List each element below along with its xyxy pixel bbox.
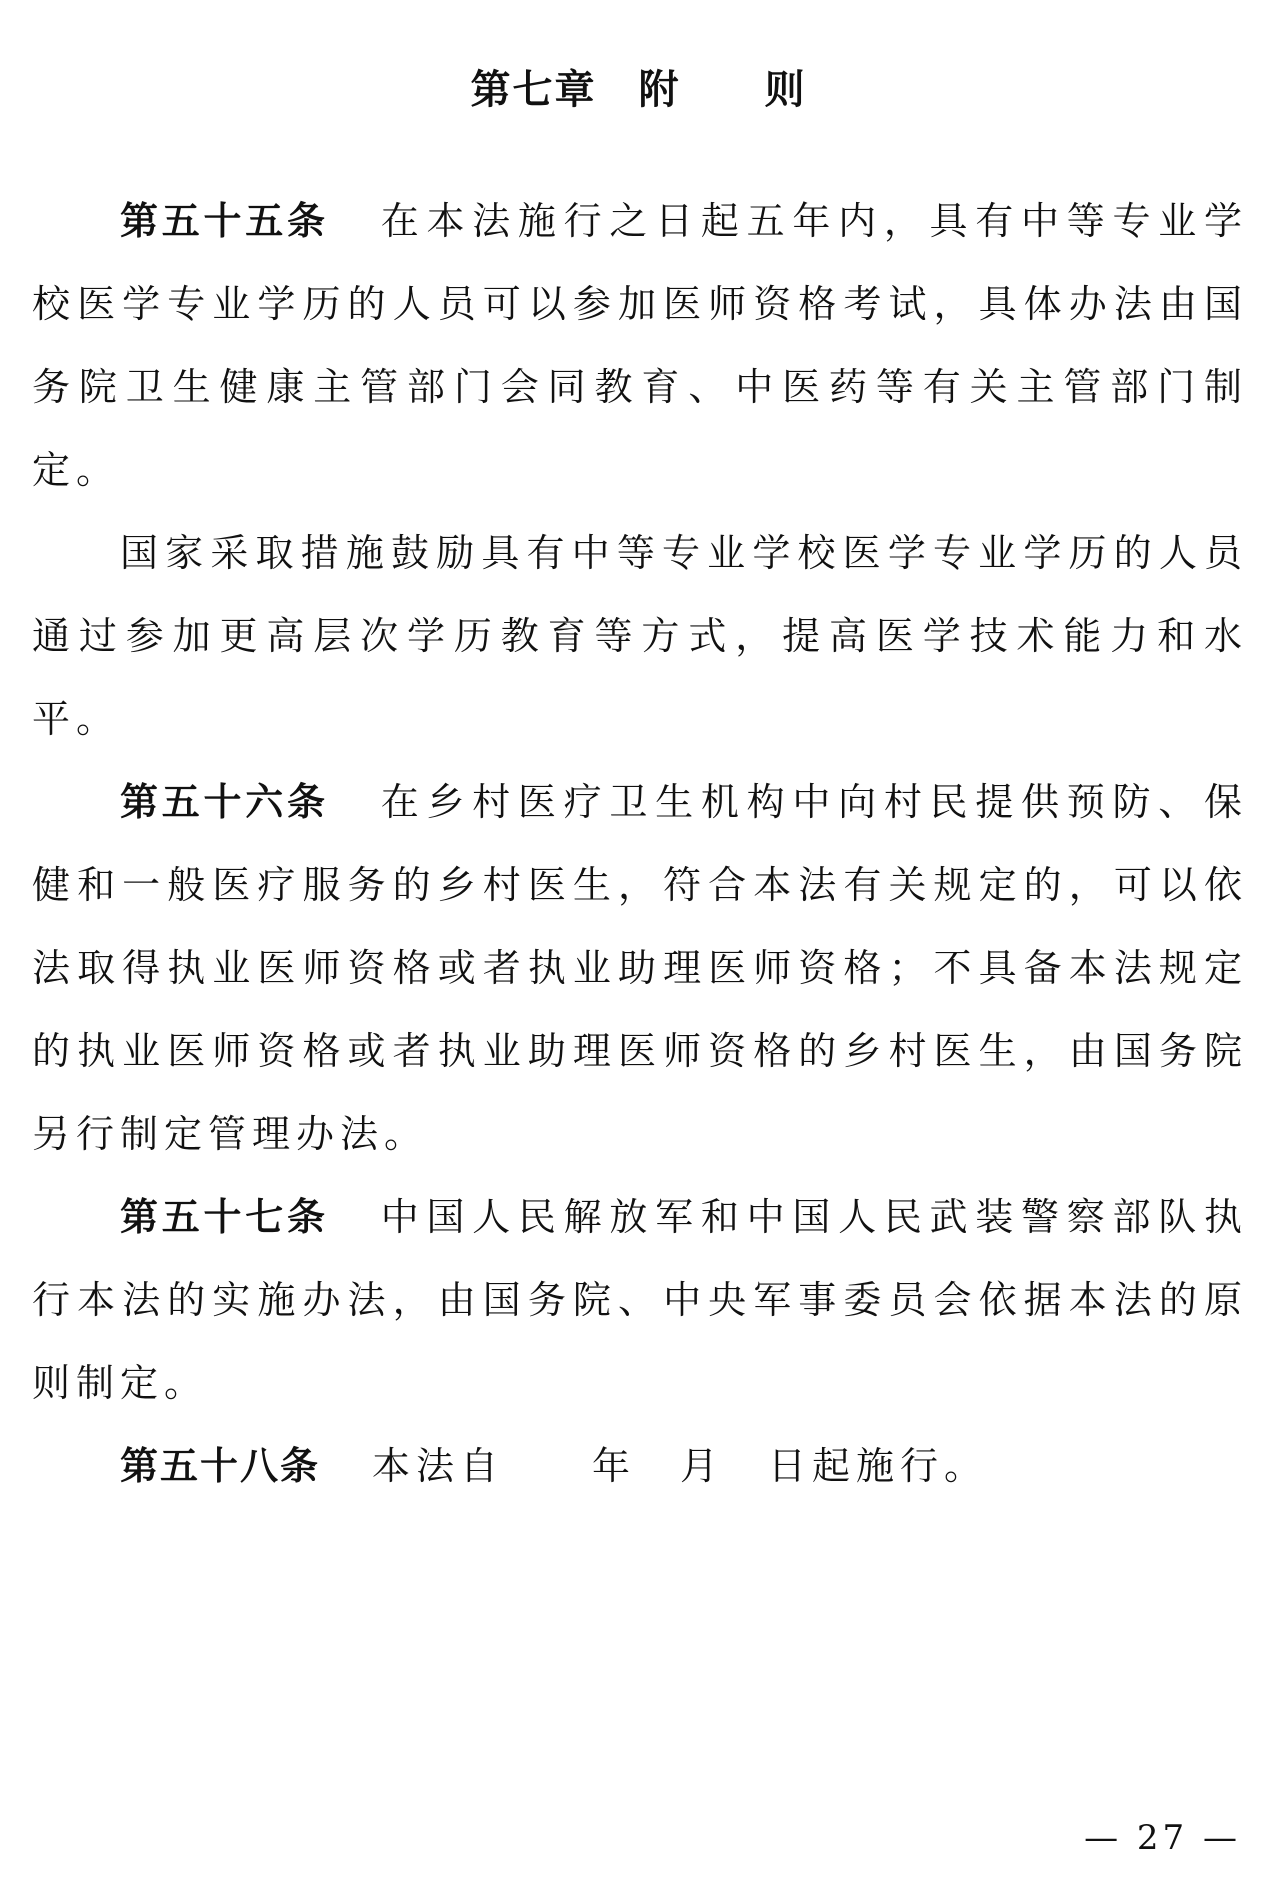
- article-number: 第五十七条: [120, 1195, 329, 1239]
- article-56: [32, 761, 1248, 1176]
- article-text: 在本法施行之日起五年内，具有中等专业学校医学专业学历的人员可以参加医师资格考试，具体办法由国务院卫生健康主管部门会同教育、中医药等有关主管部门制定。: [32, 199, 1248, 492]
- document-body: [32, 180, 1248, 1508]
- article-55: [32, 180, 1248, 512]
- article-55-paragraph-2: [32, 512, 1248, 761]
- article-text: 中国人民解放军和中国人民武装警察部队执行本法的实施办法，由国务院、中央军事委员会依据本法的原则制定。: [32, 1195, 1248, 1405]
- article-58: [32, 1425, 1248, 1508]
- article-57: [32, 1176, 1248, 1425]
- chapter-title: 第七章 附 则: [470, 67, 807, 113]
- article-text: 在乡村医疗卫生机构中向村民提供预防、保健和一般医疗服务的乡村医生，符合本法有关规定的，可以依法取得执业医师资格或者执业助理医师资格；不具备本法规定的执业医师资格或者执业助理医师资格的乡村医生，由国务院另行制定管理办法。: [32, 780, 1248, 1156]
- article-text: 国家采取措施鼓励具有中等专业学校医学专业学历的人员通过参加更高层次学历教育等方式，提高医学技术能力和水平。: [32, 531, 1248, 741]
- article-number: 第五十六条: [120, 780, 329, 824]
- article-number: 第五十八条: [120, 1444, 321, 1488]
- article-text: 本法自 年 月 日起施行。: [372, 1444, 989, 1488]
- article-number: 第五十五条: [120, 199, 329, 243]
- page-number: — 27 —: [1084, 1818, 1241, 1858]
